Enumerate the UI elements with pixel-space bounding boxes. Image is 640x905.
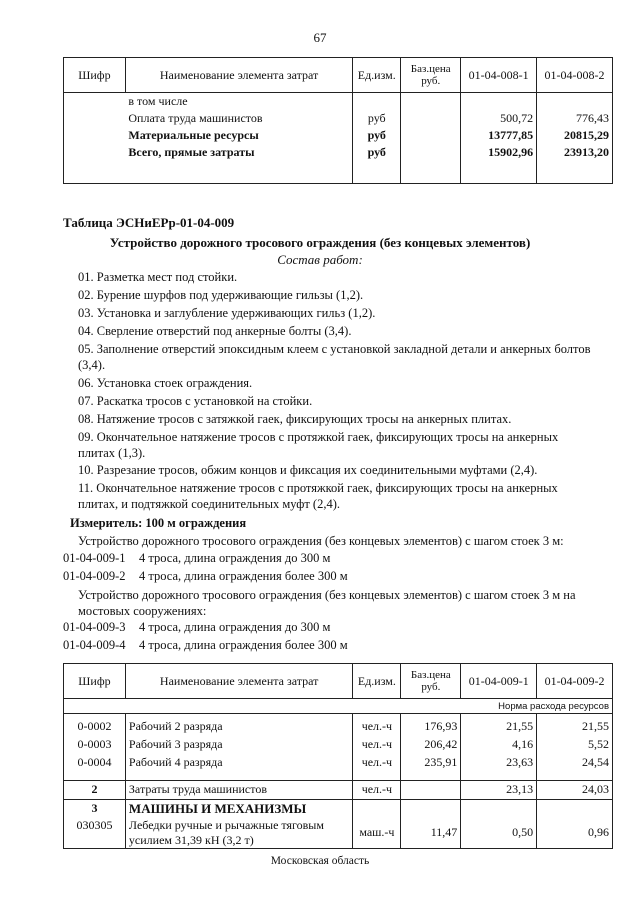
norm-label: Норма расхода ресурсов <box>64 699 613 714</box>
work-item: 06. Установка стоек ограждения. <box>78 376 253 390</box>
table-title: Устройство дорожного тросового ограждения (без концевых элементов) <box>109 235 531 250</box>
header-code: Шифр <box>64 58 126 93</box>
table-row: 0-0003 Рабочий 3 разряда чел.-ч 206,42 4,16 5,52 <box>64 736 613 754</box>
page-number: 67 <box>313 30 327 45</box>
top-cost-table <box>63 57 613 184</box>
work-item: 09. Окончательное натяжение тросов с протяжкой гаек, фиксирующих тросы на анкерных плитах (1,3). <box>78 430 559 460</box>
header-unit: Ед.изм. <box>353 664 401 699</box>
description-2: Устройство дорожного тросового ограждения (без концевых элементов) с шагом стоек 3 м на мостовых сооружениях: <box>78 588 576 618</box>
header-name: Наименование элемента затрат <box>125 58 352 93</box>
work-item: 07. Раскатка тросов с установкой на стойки. <box>78 394 313 408</box>
table-row: Оплата труда машинистов руб 500,72 776,43 <box>64 110 613 127</box>
table-row: 030305 Лебедки ручные и рычажные тяговым усилием 31,39 кН (3,2 т) маш.-ч 11,47 0,50 0,96 <box>64 818 613 849</box>
variant: 01-04-009-1 4 троса, длина ограждения до 300 м <box>63 551 331 565</box>
work-item: 04. Сверление отверстий под анкерные болты (3,4). <box>78 324 352 338</box>
table-row: в том числе <box>64 93 613 111</box>
variant: 01-04-009-4 4 троса, длина ограждения более 300 м <box>63 638 348 652</box>
table-row: 0-0002 Рабочий 2 разряда чел.-ч 176,93 21,55 21,55 <box>64 718 613 736</box>
composition-label: Состав работ: <box>277 252 363 267</box>
header-base-price: Баз.цена руб. <box>401 58 461 93</box>
meter: Измеритель: 100 м ограждения <box>70 516 247 530</box>
work-item: 02. Бурение шурфов под удерживающие гильзы (1,2). <box>78 288 364 302</box>
table-row: Материальные ресурсы руб 13777,85 20815,29 <box>64 127 613 144</box>
header-unit: Ед.изм. <box>353 58 401 93</box>
variant: 01-04-009-2 4 троса, длина ограждения более 300 м <box>63 569 348 583</box>
header-base-price: Баз.цена руб. <box>401 664 461 699</box>
description-1: Устройство дорожного тросового ограждения (без концевых элементов) с шагом стоек 3 м: <box>78 534 564 548</box>
table-code: Таблица ЭСНиЕРр-01-04-009 <box>63 215 235 230</box>
table-row: Всего, прямые затраты руб 15902,96 23913,20 <box>64 144 613 161</box>
header-col2: 01-04-009-2 <box>537 664 613 699</box>
work-item: 03. Установка и заглубление удерживающих гильз (1,2). <box>78 306 376 320</box>
work-item: 05. Заполнение отверстий эпоксидным клеем с установкой закладной детали и анкерных болтов (3,4). <box>78 342 591 372</box>
header-col1: 01-04-009-1 <box>461 664 537 699</box>
variant: 01-04-009-3 4 троса, длина ограждения до 300 м <box>63 620 331 634</box>
header-col1: 01-04-008-1 <box>461 58 537 93</box>
resource-norm-table <box>63 663 613 849</box>
work-item: 08. Натяжение тросов с затяжкой гаек, фиксирующих тросы на анкерных плитах. <box>78 412 512 426</box>
table-row: 2 Затраты труда машинистов чел.-ч 23,13 24,03 <box>64 780 613 799</box>
table-row: 0-0004 Рабочий 4 разряда чел.-ч 235,91 23,63 24,54 <box>64 754 613 772</box>
work-item: 01. Разметка мест под стойки. <box>78 270 238 284</box>
work-item: 11. Окончательное натяжение тросов с протяжкой гаек, фиксирующих тросы на анкерных плитах, и подтяжкой соединительных муфт (2,4). <box>78 481 558 511</box>
header-col2: 01-04-008-2 <box>537 58 613 93</box>
header-name: Наименование элемента затрат <box>125 664 352 699</box>
table-row: 3 МАШИНЫ И МЕХАНИЗМЫ <box>64 799 613 818</box>
footer-region: Московская область <box>270 855 370 867</box>
work-item: 10. Разрезание тросов, обжим концов и фиксация их соединительными муфтами (2,4). <box>78 463 538 477</box>
header-code: Шифр <box>64 664 126 699</box>
